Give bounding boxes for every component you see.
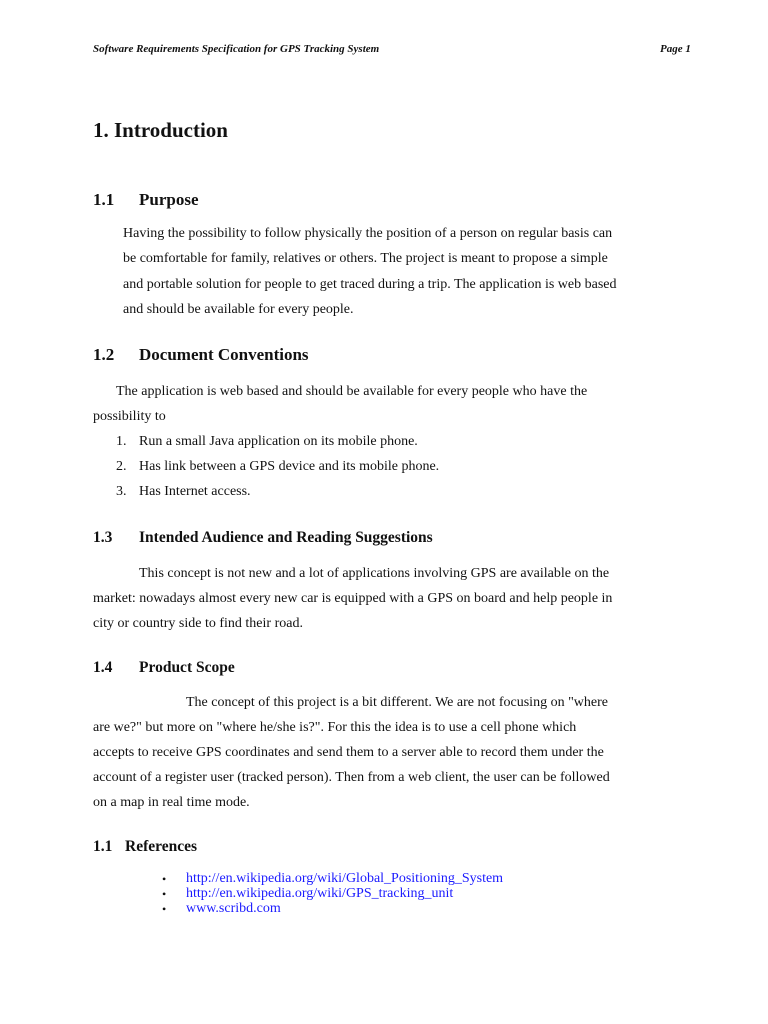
heading-audience-number: 1.3: [93, 529, 113, 546]
running-header-title: Software Requirements Specification for GPS Tracking System: [93, 43, 380, 55]
audience-line-3: city or country side to find their road.: [93, 616, 303, 631]
scope-line-2: are we?" but more on "where he/she is?". For this the idea is to use a cell phone which: [93, 720, 577, 735]
scope-line-4: account of a register user (tracked person). Then from a web client, the user can be followed: [93, 770, 610, 785]
section-heading-introduction: 1. Introduction: [93, 118, 228, 142]
scope-line-5: on a map in real time mode.: [93, 795, 250, 810]
running-header-page: Page 1: [660, 43, 691, 55]
heading-purpose-title: Purpose: [139, 190, 199, 209]
conventions-line-2: possibility to: [93, 409, 166, 424]
reference-link-gps-system[interactable]: http://en.wikipedia.org/wiki/Global_Positioning_System: [186, 871, 504, 886]
heading-scope-title: Product Scope: [139, 659, 235, 676]
audience-line-1: This concept is not new and a lot of applications involving GPS are available on the: [139, 566, 610, 581]
reference-link-scribd[interactable]: www.scribd.com: [186, 901, 281, 916]
purpose-paragraph: [123, 221, 617, 322]
list-item-number: 2.: [116, 459, 127, 474]
paragraph-line: and portable solution for people to get traced during a trip. The application is web based: [123, 276, 617, 292]
paragraph-line: Having the possibility to follow physically the position of a person on regular basis can: [123, 226, 613, 241]
heading-scope-number: 1.4: [93, 659, 113, 676]
list-item-text: Has link between a GPS device and its mobile phone.: [139, 459, 440, 474]
reference-link-gps-tracking-unit[interactable]: http://en.wikipedia.org/wiki/GPS_tracking_unit: [186, 886, 454, 901]
scope-line-1: The concept of this project is a bit different. We are not focusing on "where: [186, 695, 608, 710]
bullet-icon: •: [162, 902, 167, 916]
list-item-text: Has Internet access.: [139, 484, 251, 499]
paragraph-line: be comfortable for family, relatives or others. The project is meant to propose a simple: [123, 251, 608, 267]
heading-audience-title: Intended Audience and Reading Suggestions: [139, 529, 433, 546]
conventions-line-1: The application is web based and should be available for every people who have the: [116, 384, 588, 399]
heading-conventions-title: Document Conventions: [139, 345, 309, 364]
list-item-number: 3.: [116, 484, 127, 499]
audience-line-2: market: nowadays almost every new car is equipped with a GPS on board and help people in: [93, 591, 613, 606]
scope-line-3: accepts to receive GPS coordinates and send them to a server able to record them under the: [93, 745, 604, 760]
list-item-text: Run a small Java application on its mobile phone.: [139, 434, 418, 449]
heading-conventions-number: 1.2: [93, 345, 115, 364]
heading-purpose-number: 1.1: [93, 190, 115, 209]
bullet-icon: •: [162, 887, 167, 901]
heading-references-number: 1.1: [93, 838, 113, 855]
heading-references-title: References: [125, 838, 198, 855]
paragraph-line: and should be available for every people.: [123, 301, 354, 317]
list-item-number: 1.: [116, 434, 127, 449]
bullet-icon: •: [162, 872, 167, 886]
